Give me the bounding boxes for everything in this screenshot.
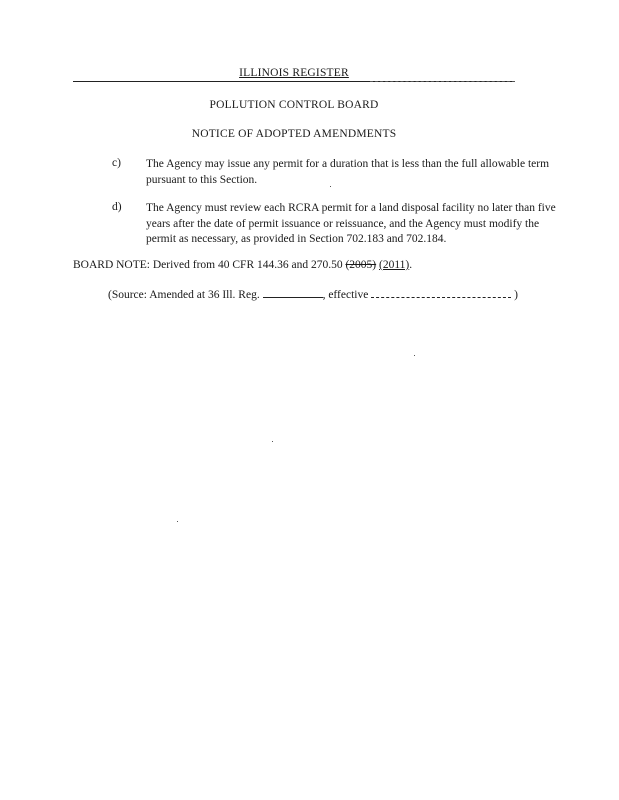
register-title: ILLINOIS REGISTER <box>239 67 349 79</box>
board-note-text: BOARD NOTE: Derived from 40 CFR 144.36 and 270.50 <box>73 259 346 271</box>
board-note-period: . <box>409 259 413 271</box>
source-note <box>108 287 548 301</box>
scan-speck <box>177 521 178 522</box>
effective-date-blank <box>371 287 511 298</box>
source-prefix: (Source: Amended at 36 Ill. Reg. <box>108 289 263 301</box>
register-blank <box>263 287 323 298</box>
board-note <box>73 259 553 271</box>
inserted-year: (2011) <box>379 259 410 271</box>
notice-title: NOTICE OF ADOPTED AMENDMENTS <box>191 128 397 140</box>
scan-speck <box>272 441 273 442</box>
board-title: POLLUTION CONTROL BOARD <box>209 99 379 111</box>
subsection-text: The Agency may issue any permit for a duration that is less than the full allowable term pursuant to this Section. <box>146 158 550 186</box>
subsection-label: d) <box>112 201 122 213</box>
scan-speck <box>330 186 331 187</box>
subsection-label: c) <box>112 157 121 169</box>
subsection-text: The Agency must review each RCRA permit for a land disposal facility no later than five years after the date of permit issuance or reissuance, and the Agency must modify the permit as necessary, as provided in Section 702.183 and 702.184. <box>146 202 556 245</box>
source-middle: , effective <box>322 289 372 301</box>
scan-speck <box>414 355 415 356</box>
source-suffix: ) <box>514 289 518 301</box>
struck-year: (2005) <box>345 259 377 271</box>
header-rule-dashed <box>370 81 515 82</box>
